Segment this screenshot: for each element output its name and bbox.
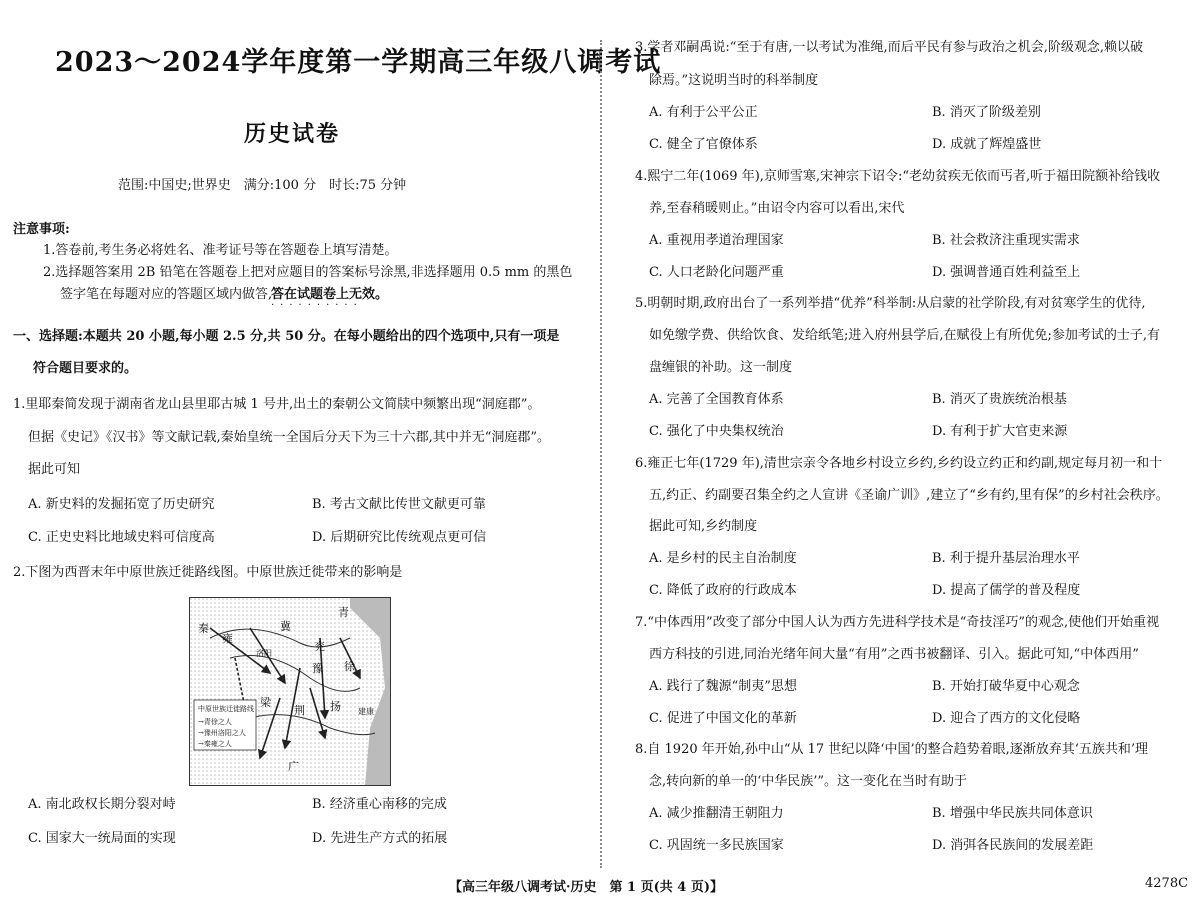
question-2-option-a: A. 南北政权长期分裂对峙 — [28, 797, 176, 812]
question-8-option-a: A. 减少推翻清王朝阻力 — [649, 806, 784, 821]
question-8-stem: 念,转向新的单一的‘中华民族’”。这一变化在当时有助于 — [649, 774, 968, 789]
question-4-option-b: B. 社会救济注重现实需求 — [932, 233, 1080, 248]
exam-scope: 范围:中国史;世界史 满分:100 分 时长:75 分钟 — [118, 178, 407, 193]
notes-heading: 注意事项: — [13, 222, 70, 237]
question-7-stem: 西方科技的引进,同治光绪年间大量“有用”之西书被翻译、引入。据此可知,“中体西用” — [649, 647, 1139, 662]
question-1-option-b: B. 考古文献比传世文献更可靠 — [312, 497, 486, 512]
map-label-yan: 兖 — [314, 640, 325, 653]
section-heading-cont: 符合题目要求的。 — [33, 361, 138, 376]
question-1-stem: 1.里耶秦简发现于湖南省龙山县里耶古城 1 号井,出土的秦朝公文简牍中频繁出现“洞庭郡”。 — [13, 397, 541, 412]
question-2-option-b: B. 经济重心南移的完成 — [312, 797, 447, 812]
note-item: 签字笔在每题对应的答题区域内做答, — [60, 287, 273, 302]
question-8-option-c: C. 巩固统一多民族国家 — [649, 838, 784, 853]
question-3-option-b: B. 消灭了阶级差别 — [932, 105, 1041, 120]
question-3-stem: 除焉。”这说明当时的科举制度 — [649, 73, 819, 88]
map-legend-item: →青徐之人 — [198, 718, 232, 726]
question-6-option-b: B. 利于提升基层治理水平 — [932, 551, 1080, 566]
map-label-liang: 梁 — [260, 696, 271, 709]
paper-code: 4278C — [1145, 876, 1189, 891]
map-legend-item: →秦雍之人 — [198, 740, 232, 748]
question-7-option-c: C. 促进了中国文化的革新 — [649, 711, 797, 726]
question-1-option-a: A. 新史料的发掘拓宽了历史研究 — [28, 497, 215, 512]
question-7-option-d: D. 迎合了西方的文化侵略 — [932, 711, 1081, 726]
map-label-jiankang: 建康 — [358, 707, 374, 716]
question-4-option-a: A. 重视用孝道治理国家 — [649, 233, 784, 248]
question-5-stem: 盘缠银的补助。这一制度 — [649, 360, 793, 375]
question-5-option-c: C. 强化了中央集权统治 — [649, 424, 784, 439]
question-2-option-d: D. 先进生产方式的拓展 — [312, 831, 448, 846]
question-8-stem: 8.自 1920 年开始,孙中山“从 17 世纪以降‘中国’的整合趋势着眼,逐渐放弃其‘五族共和’理 — [635, 742, 1148, 757]
note-item: 1.答卷前,考生务必将姓名、准考证号等在答题卷上填写清楚。 — [43, 243, 398, 258]
question-6-option-d: D. 提高了儒学的普及程度 — [932, 583, 1081, 598]
map-label-guang: 广 — [288, 760, 299, 773]
question-4-option-d: D. 强调普通百姓利益至上 — [932, 265, 1081, 280]
question-3-option-d: D. 成就了辉煌盛世 — [932, 137, 1042, 152]
question-6-option-c: C. 降低了政府的行政成本 — [649, 583, 797, 598]
map-label-ji: 冀 — [280, 620, 291, 633]
question-1-option-d: D. 后期研究比传统观点更可信 — [312, 530, 487, 545]
question-8-option-b: B. 增强中华民族共同体意识 — [932, 806, 1093, 821]
column-divider — [600, 40, 602, 868]
question-4-stem: 养,至春稍暖则止。”由诏令内容可以看出,宋代 — [649, 201, 905, 216]
question-7-option-a: A. 践行了魏源“制夷”思想 — [649, 679, 797, 694]
question-4-stem: 4.熙宁二年(1069 年),京师雪寒,宋神宗下诏令:“老幼贫疾无依而丐者,听于福田院额补给钱收 — [635, 169, 1161, 184]
exam-subject: 历史试卷 — [244, 121, 341, 147]
map-label-jing: 荆 — [294, 704, 305, 717]
section-heading: 一、选择题:本题共 20 小题,每小题 2.5 分,共 50 分。在每小题给出的四个选项中,只有一项是 — [13, 329, 560, 344]
question-6-stem: 五,约正、约副要召集全约之人宣讲《圣谕广训》,建立了“乡有约,里有保”的乡村社会秩序。 — [649, 488, 1169, 503]
question-4-option-c: C. 人口老龄化问题严重 — [649, 265, 784, 280]
map-label-luoyang: 洛阳 — [256, 649, 272, 658]
question-7-stem: 7.“中体西用”改变了部分中国人认为西方先进科学技术是“奇技淫巧”的观念,使他们开始重视 — [635, 615, 1160, 630]
map-legend-item: →豫州洛阳之人 — [198, 729, 246, 737]
question-2-option-c: C. 国家大一统局面的实现 — [28, 831, 176, 846]
note-emphasis: 答在试题卷上无效。 — [271, 287, 389, 302]
question-7-option-b: B. 开始打破华夏中心观念 — [932, 679, 1080, 694]
map-label-qing: 青 — [338, 606, 349, 619]
question-5-option-a: A. 完善了全国教育体系 — [649, 392, 784, 407]
map-label-qin: 秦 — [198, 622, 209, 635]
question-5-stem: 5.明朝时期,政府出台了一系列举措“优养”科举制:从启蒙的社学阶段,有对贫寒学生的优待, — [635, 296, 1146, 311]
map-label-yong: 雍 — [222, 632, 233, 645]
question-6-option-a: A. 是乡村的民主自治制度 — [649, 551, 797, 566]
question-8-option-d: D. 消弭各民族间的发展差距 — [932, 838, 1094, 853]
page-footer: 【高三年级八调考试·历史 第 1 页(共 4 页)】 — [449, 880, 724, 895]
map-label-yang: 扬 — [330, 700, 341, 713]
note-item: 2.选择题答案用 2B 铅笔在答题卷上把对应题目的答案标号涂黑,非选择题用 0.5 mm 的黑色 — [43, 265, 573, 280]
question-6-stem: 据此可知,乡约制度 — [649, 519, 758, 534]
question-1-stem: 但据《史记》《汉书》等文献记载,秦始皇统一全国后分天下为三十六郡,其中并无“洞庭郡”。 — [28, 430, 551, 445]
page-title: 2023～2024学年度第一学期高三年级八调考试 — [55, 47, 662, 78]
emphasis-dots: ·········· — [271, 300, 363, 311]
question-2-stem: 2.下图为西晋末年中原世族迁徙路线图。中原世族迁徙带来的影响是 — [13, 565, 403, 580]
map-legend-title: 中原世族迁徙路线 — [198, 705, 254, 713]
map-label-yu: 豫 — [312, 662, 323, 675]
question-3-stem: 3.学者邓嗣禹说:“至于有唐,一以考试为准绳,而后平民有参与政治之机会,阶级观念,赖以破 — [635, 40, 1143, 55]
question-5-option-b: B. 消灭了贵族统治根基 — [932, 392, 1067, 407]
question-5-stem: 如免缴学费、供给饮食、发给纸笔;进入府州县学后,在赋役上有所优免;参加考试的士子,有 — [649, 328, 1161, 343]
question-1-option-c: C. 正史史料比地域史料可信度高 — [28, 530, 215, 545]
question-5-option-d: D. 有利于扩大官吏来源 — [932, 424, 1068, 439]
migration-map — [189, 597, 391, 786]
question-3-option-c: C. 健全了官僚体系 — [649, 137, 758, 152]
question-1-stem: 据此可知 — [28, 462, 81, 477]
question-3-option-a: A. 有利于公平公正 — [649, 105, 758, 120]
map-label-xu: 徐 — [344, 660, 355, 673]
question-6-stem: 6.雍正七年(1729 年),清世宗亲令各地乡村设立乡约,乡约设立约正和约副,规定每月初一和十 — [635, 456, 1163, 471]
